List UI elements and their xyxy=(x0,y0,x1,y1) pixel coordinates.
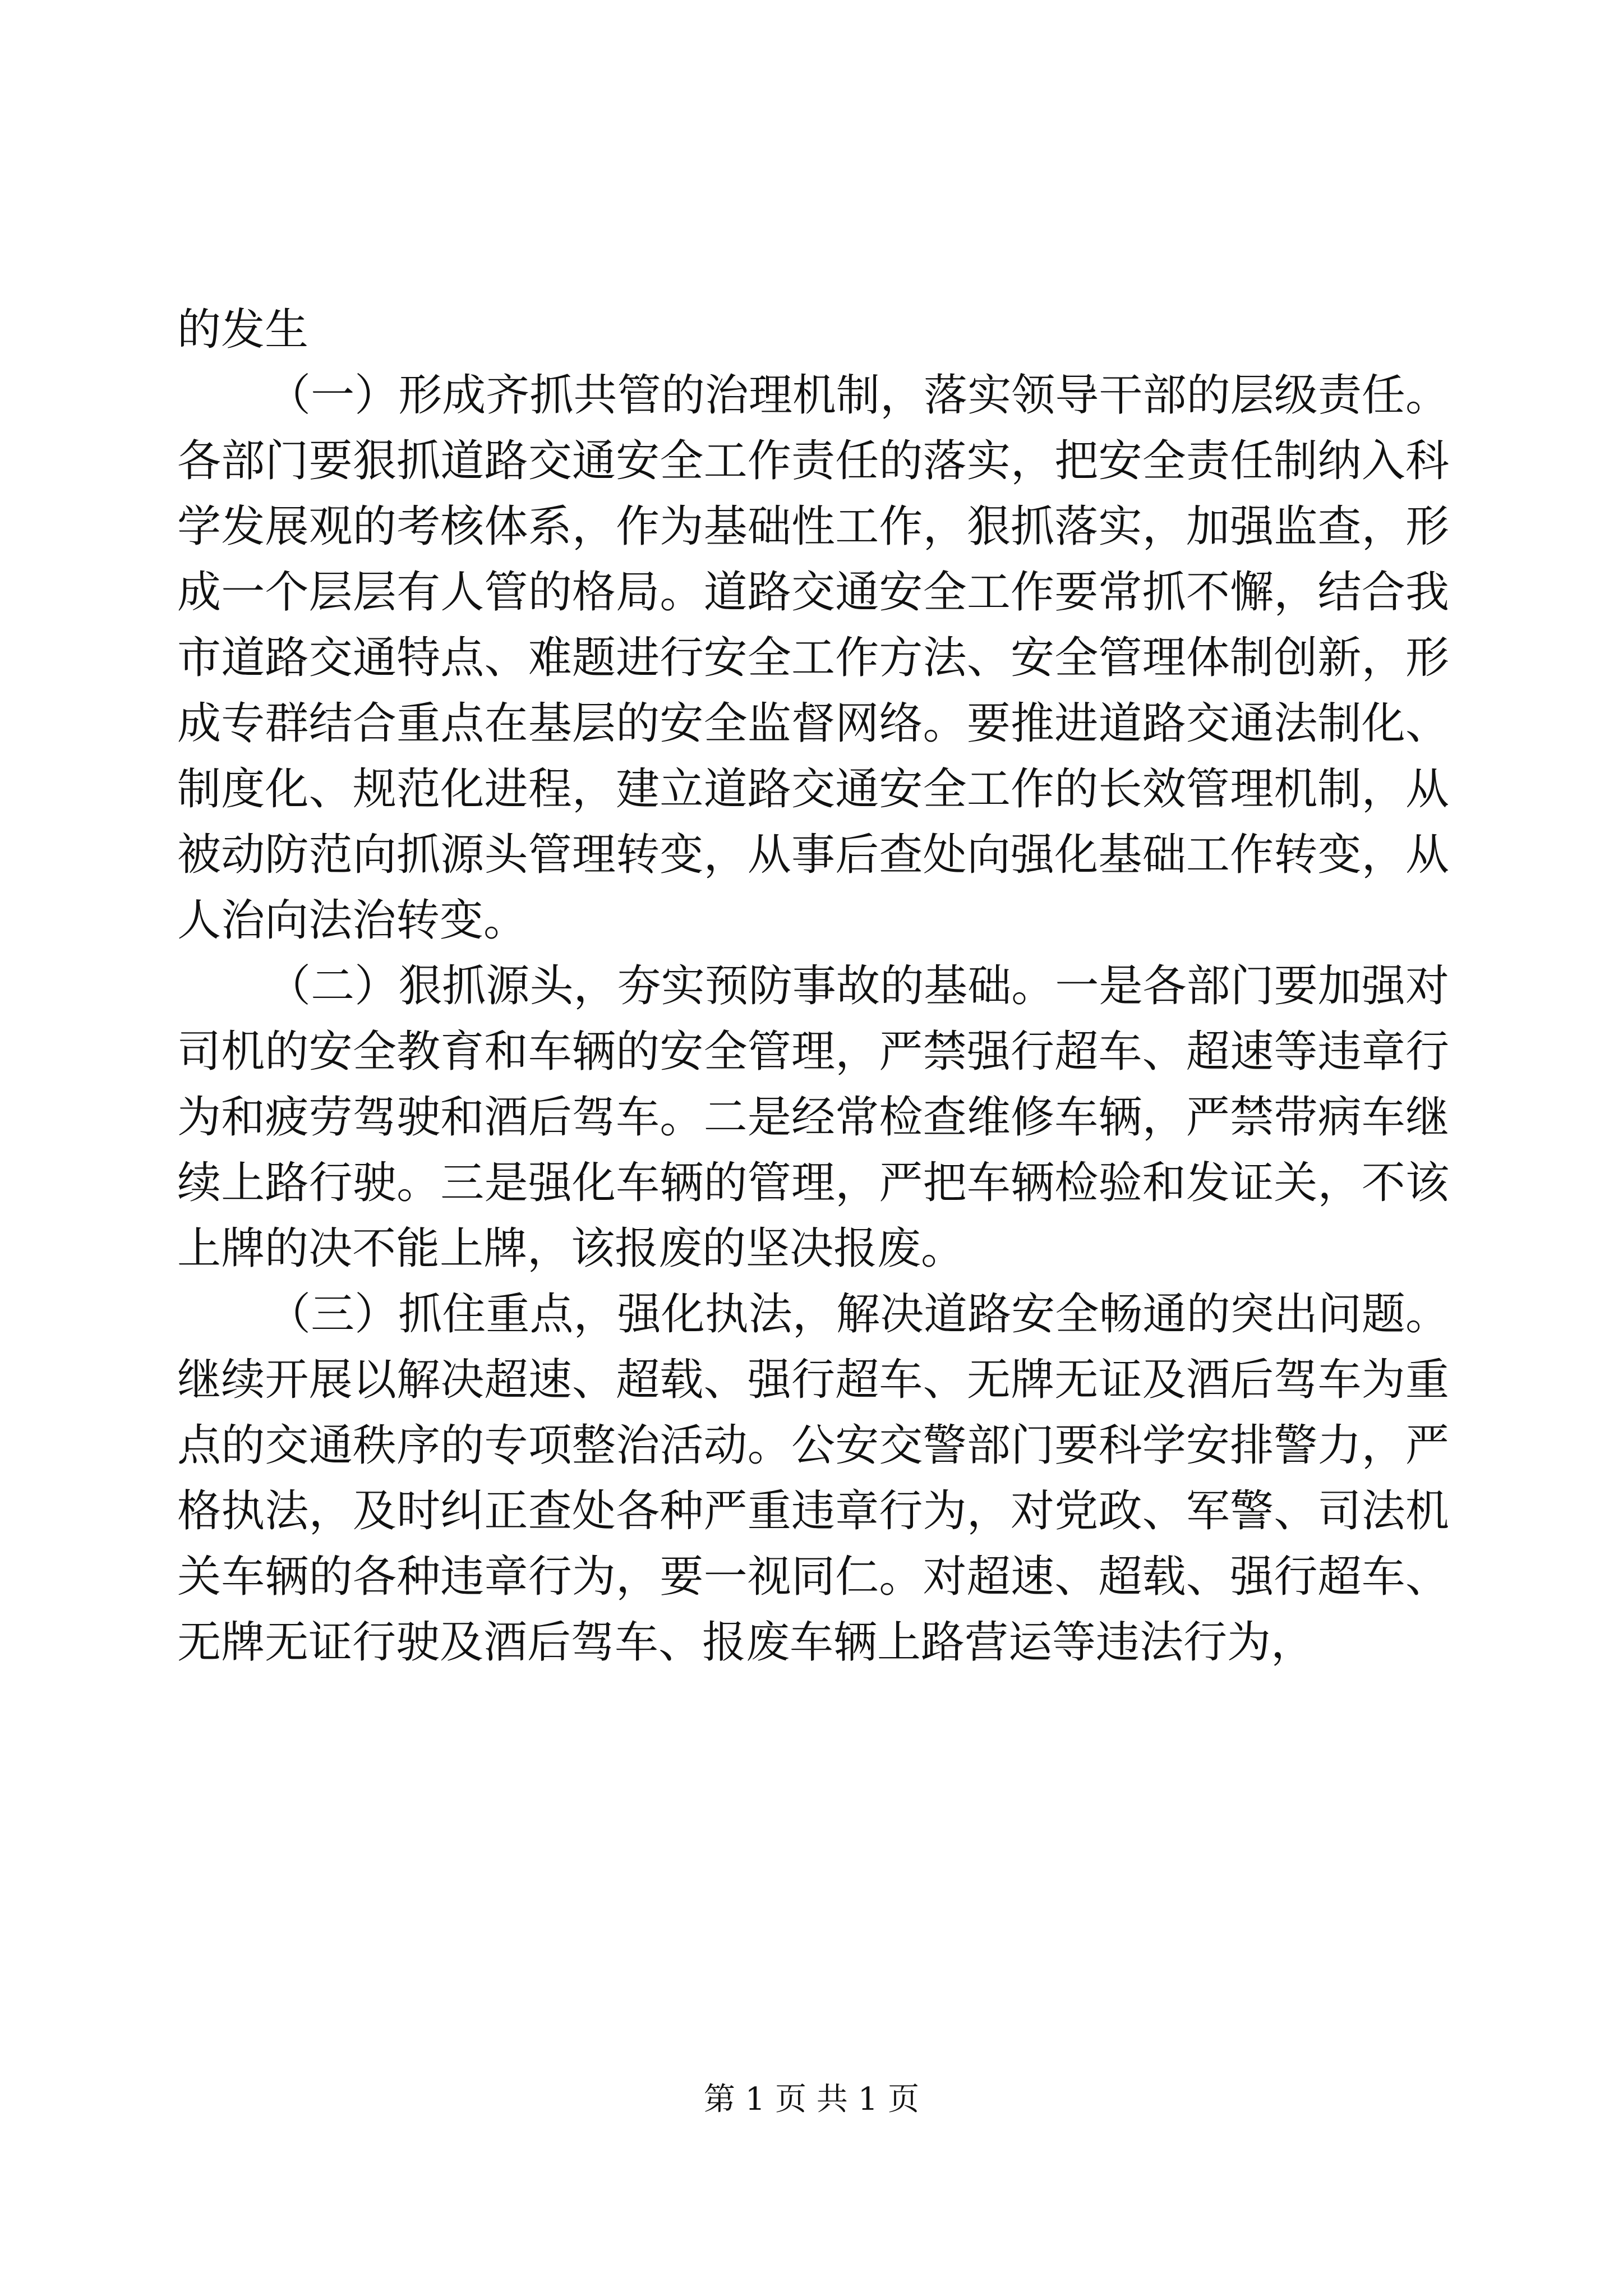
paragraph-section-2: （二）狠抓源头，夯实预防事故的基础。一是各部门要加强对司机的安全教育和车辆的安全管理，严禁强行超车、超速等违章行为和疲劳驾驶和酒后驾车。二是经常检查维修车辆，严禁带病车继续上路行驶。三是强化车辆的管理，严把车辆检验和发证关，不该上牌的决不能上牌，该报废的坚决报废。 xyxy=(177,961,1449,1274)
paragraph-section-3: （三）抓住重点，强化执法，解决道路安全畅通的突出问题。继续开展以解决超速、超载、强行超车、无牌无证及酒后驾车为重点的交通秩序的专项整治活动。公安交警部门要科学安排警力，严格执法，及时纠正查处各种严重违章行为，对党政、军警、司法机关车辆的各种违章行为，要一视同仁。对超速、超载、强行超车、无牌无证行驶及酒后驾车、报废车辆上路营运等违法行为， xyxy=(177,1289,1449,1668)
paragraph-continuation: 的发生 xyxy=(177,305,309,355)
document-body xyxy=(177,297,1449,1676)
page-footer: 第 1 页 共 1 页 xyxy=(703,2081,920,2118)
paragraph-section-1: （一）形成齐抓共管的治理机制，落实领导干部的层级责任。各部门要狠抓道路交通安全工作责任的落实，把安全责任制纳入科学发展观的考核体系，作为基础性工作，狠抓落实，加强监查，形成一个层层有人管的格局。道路交通安全工作要常抓不懈，结合我市道路交通特点、难题进行安全工作方法、安全管理体制创新，形成专群结合重点在基层的安全监督网络。要推进道路交通法制化、制度化、规范化进程，建立道路交通安全工作的长效管理机制，从被动防范向抓源头管理转变，从事后查处向强化基础工作转变，从人治向法治转变。 xyxy=(177,370,1449,946)
